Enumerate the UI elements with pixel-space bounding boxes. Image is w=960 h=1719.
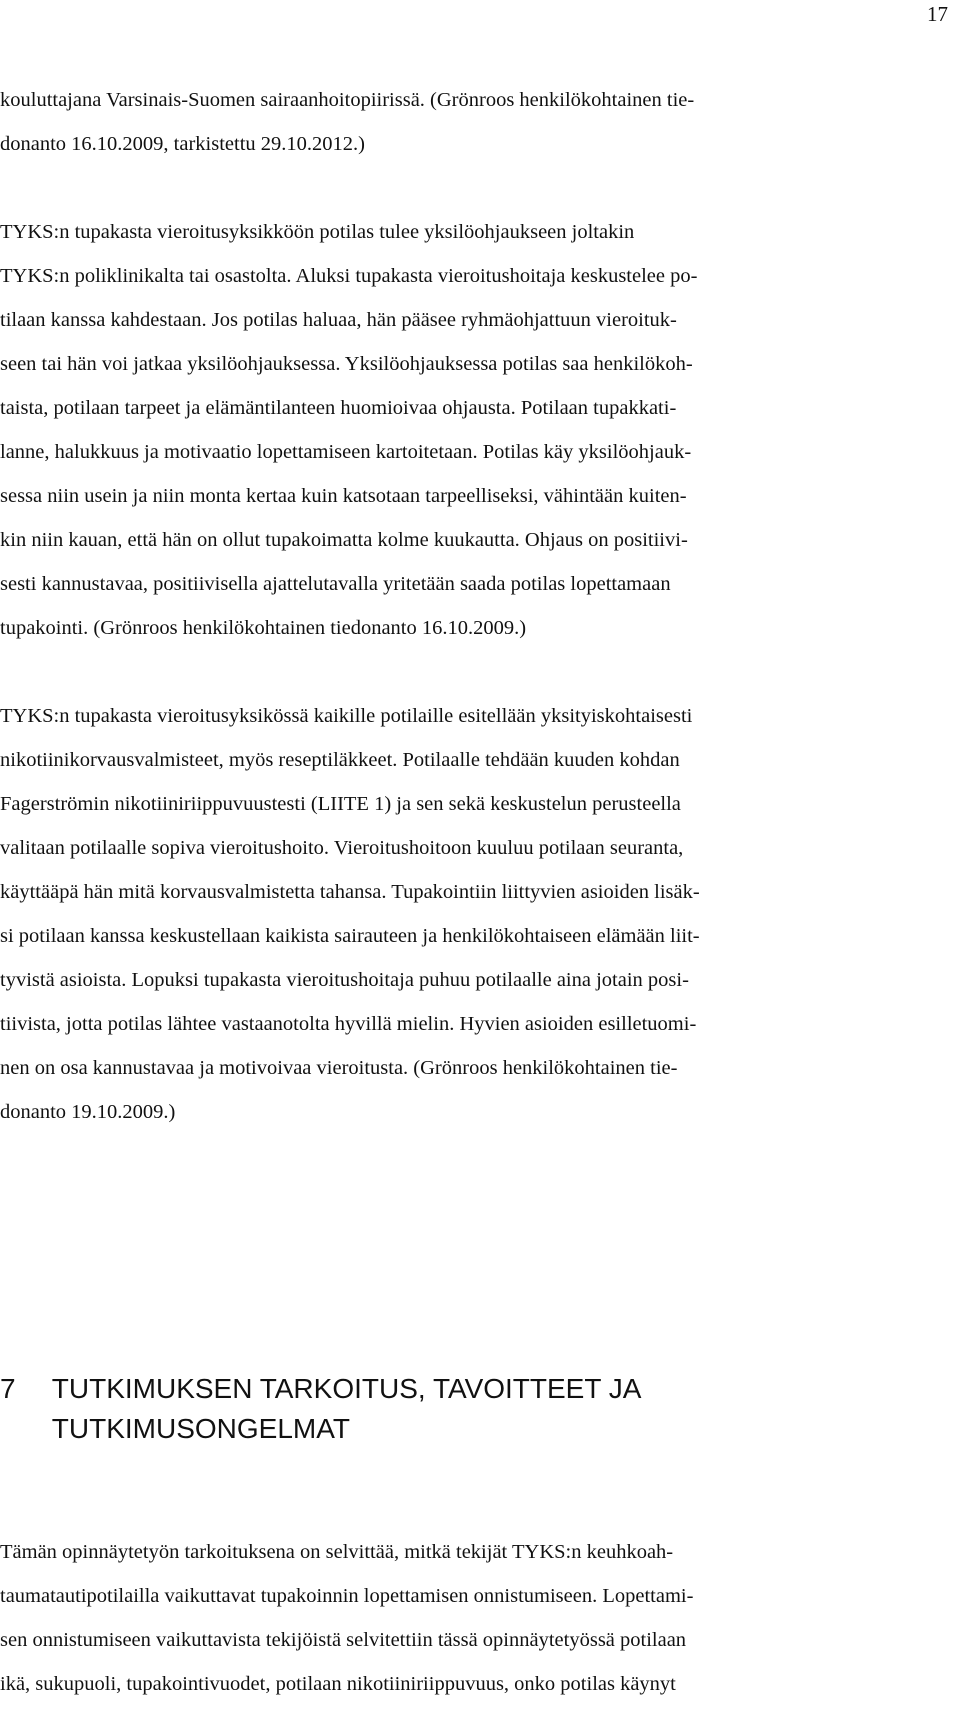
text-line: tyvistä asioista. Lopuksi tupakasta vieroitushoitaja puhuu potilaalle aina jotain posi- (0, 969, 689, 991)
page-number: 17 (927, 2, 948, 26)
paragraph-2 (0, 210, 956, 650)
text-line: TYKS:n tupakasta vieroitusyksikössä kaikille potilaille esitellään yksityiskohtaisesti (0, 705, 693, 727)
text-line: tilaan kanssa kahdestaan. Jos potilas haluaa, hän pääsee ryhmäohjattuun vieroituk- (0, 309, 677, 331)
paragraph-3 (0, 694, 956, 1134)
paragraph-4 (0, 1530, 956, 1706)
text-line: TYKS:n tupakasta vieroitusyksikköön potilas tulee yksilöohjaukseen joltakin (0, 221, 635, 243)
text-line: nikotiinikorvausvalmisteet, myös reseptiläkkeet. Potilaalle tehdään kuuden kohdan (0, 749, 680, 771)
text-line: kin niin kauan, että hän on ollut tupakoimatta kolme kuukautta. Ohjaus on positiivi- (0, 529, 688, 551)
text-line: Fagerströmin nikotiiniriippuvuustesti (LIITE 1) ja sen sekä keskustelun perusteella (0, 793, 681, 815)
text-line: Tämän opinnäytetyön tarkoituksena on selvittää, mitkä tekijät TYKS:n keuhkoah- (0, 1541, 674, 1563)
text-line: nen on osa kannustavaa ja motivoivaa vieroitusta. (Grönroos henkilökohtainen tie- (0, 1057, 678, 1079)
text-line: käyttääpä hän mitä korvausvalmistetta tahansa. Tupakointiin liittyvien asioiden lisäk- (0, 881, 700, 903)
text-line: donanto 16.10.2009, tarkistettu 29.10.2012.) (0, 133, 365, 155)
text-line: kouluttajana Varsinais-Suomen sairaanhoitopiirissä. (Grönroos henkilökohtainen tie- (0, 89, 695, 111)
text-line: lanne, halukkuus ja motivaatio lopettamiseen kartoitetaan. Potilas käy yksilöohjauk- (0, 441, 692, 463)
paragraph-1 (0, 78, 956, 166)
text-line: tupakointi. (Grönroos henkilökohtainen tiedonanto 16.10.2009.) (0, 617, 527, 639)
section-title (52, 1369, 642, 1449)
text-line: taista, potilaan tarpeet ja elämäntilanteen huomioivaa ohjausta. Potilaan tupakkati- (0, 397, 677, 419)
section-title-line: TUTKIMUKSEN TARKOITUS, TAVOITTEET JA (51, 1373, 642, 1404)
text-line: sen onnistumiseen vaikuttavista tekijöistä selvitettiin tässä opinnäytetyössä potilaan (0, 1629, 687, 1651)
text-line: valitaan potilaalle sopiva vieroitushoito. Vieroitushoitoon kuuluu potilaan seuranta, (0, 837, 684, 859)
text-line: taumatautipotilailla vaikuttavat tupakoinnin lopettamisen onnistumiseen. Lopettami- (0, 1585, 694, 1607)
section-title-line: TUTKIMUSONGELMAT (51, 1413, 350, 1444)
text-line: sessa niin usein ja niin monta kertaa kuin katsotaan tarpeelliseksi, vähintään kuiten- (0, 485, 687, 507)
text-line: tiivista, jotta potilas lähtee vastaanotolta hyvillä mielin. Hyvien asioiden esilletuomi- (0, 1013, 697, 1035)
text-line: TYKS:n poliklinikalta tai osastolta. Aluksi tupakasta vieroitushoitaja keskustelee po- (0, 265, 698, 287)
text-line: ikä, sukupuoli, tupakointivuodet, potilaan nikotiiniriippuvuus, onko potilas käynyt (0, 1673, 676, 1695)
text-line: si potilaan kanssa keskustellaan kaikista sairauteen ja henkilökohtaiseen elämään liit- (0, 925, 700, 947)
text-line: donanto 19.10.2009.) (0, 1101, 176, 1123)
section-heading (0, 1369, 641, 1449)
text-line: sesti kannustavaa, positiivisella ajattelutavalla yritetään saada potilas lopettamaan (0, 573, 671, 595)
section-number: 7 (0, 1373, 16, 1404)
text-line: seen tai hän voi jatkaa yksilöohjauksessa. Yksilöohjauksessa potilas saa henkilökoh- (0, 353, 693, 375)
